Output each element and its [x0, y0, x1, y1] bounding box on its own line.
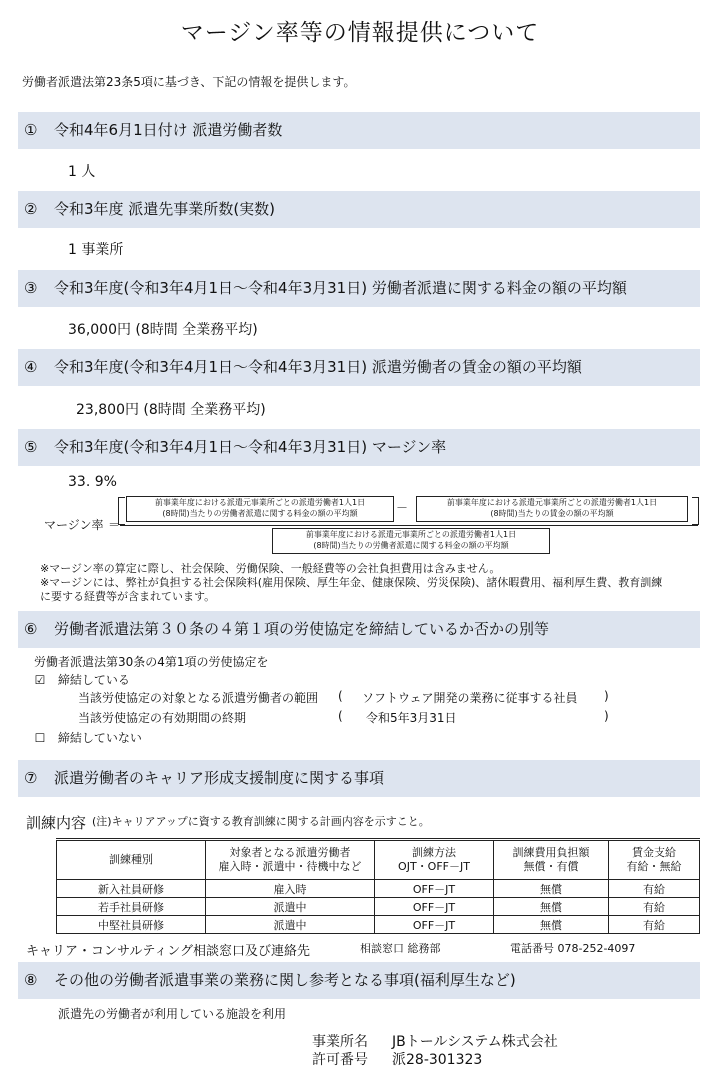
formula-label: マージン率 — [44, 518, 104, 532]
period-value: 令和5年3月31日 — [366, 711, 457, 725]
col-header-cost: 訓練費用負担額 無償・有償 — [494, 840, 609, 880]
agreement-unchecked-label: 締結していない — [57, 731, 142, 745]
company-name: JBトールシステム株式会社 — [392, 1034, 558, 1050]
section-heading: 令和3年度(令和3年4月1日～令和4年3月31日) 派遣労働者の賃金の額の平均額 — [54, 358, 582, 376]
company-name-label: 事業所名 — [312, 1034, 368, 1050]
consult-window: 相談窓口 総務部 — [360, 942, 441, 955]
section-number: ⑦ — [24, 769, 38, 787]
formula-box-fee-line1: 前事業年度における派遣元事業所ごとの派遣労働者1人1日 — [154, 498, 366, 507]
section-heading: 令和3年度(令和3年4月1日～令和4年3月31日) 労働者派遣に関する料金の額の平均額 — [54, 279, 627, 297]
section-4-value: 23,800円 (8時間 全業務平均) — [76, 402, 266, 418]
formula-box-fee — [126, 496, 394, 522]
cell-target: 派遣中 — [206, 898, 375, 916]
col-header-type: 訓練種別 — [57, 840, 206, 880]
formula-fraction-line — [120, 525, 698, 526]
formula-bracket-close — [692, 497, 699, 525]
section-1-header — [18, 112, 700, 149]
section-6-header — [18, 611, 700, 648]
cell-target: 雇入時 — [206, 880, 375, 898]
section-heading: 令和3年度(令和3年4月1日～令和4年3月31日) マージン率 — [54, 438, 447, 456]
consult-phone: 電話番号 078-252-4097 — [510, 942, 636, 955]
checkbox-unchecked-icon: ☐ — [34, 731, 46, 745]
period-open-paren: ( — [338, 709, 343, 723]
section-heading: 令和3年度 派遣先事業所数(実数) — [54, 200, 276, 218]
cell-type: 新入社員研修 — [57, 880, 206, 898]
formula-box-wage-line2: (8時間)当たりの賃金の額の平均額 — [490, 509, 614, 518]
cell-cost: 無償 — [494, 880, 609, 898]
agreement-unchecked-row — [34, 729, 142, 746]
training-table — [56, 838, 700, 934]
formula-equals: ＝ — [108, 518, 121, 532]
period-close-paren: ) — [604, 709, 609, 723]
cell-type: 若手社員研修 — [57, 898, 206, 916]
cell-wage: 有給 — [609, 880, 700, 898]
scope-open-paren: ( — [338, 689, 343, 703]
consult-label: キャリア・コンサルティング相談窓口及び連絡先 — [26, 944, 311, 959]
section-1-value: 1 人 — [68, 164, 96, 180]
training-note: (注)キャリアアップに資する教育訓練に関する計画内容を示すこと。 — [92, 815, 430, 828]
agreement-checked-label: 締結している — [57, 673, 130, 687]
intro-text: 労働者派遣法第23条5項に基づき、下記の情報を提供します。 — [22, 75, 356, 89]
cell-wage: 有給 — [609, 916, 700, 934]
scope-value: ソフトウェア開発の業務に従事する社員 — [362, 691, 578, 705]
license-number: 派28-301323 — [392, 1052, 483, 1068]
cell-method: OFF－JT — [375, 880, 494, 898]
formula-box-wage-line1: 前事業年度における派遣元事業所ごとの派遣労働者1人1日 — [446, 498, 658, 507]
section-number: ③ — [24, 279, 38, 297]
section-3-value: 36,000円 (8時間 全業務平均) — [68, 322, 258, 338]
formula-minus: － — [396, 501, 409, 515]
col-header-wage: 賃金支給 有給・無給 — [609, 840, 700, 880]
section-number: ④ — [24, 358, 38, 376]
section-number: ⑧ — [24, 971, 38, 989]
section-7-header — [18, 760, 700, 797]
cell-wage: 有給 — [609, 898, 700, 916]
section-number: ⑤ — [24, 438, 38, 456]
section-2-header — [18, 191, 700, 228]
cell-type: 中堅社員研修 — [57, 916, 206, 934]
agreement-checked-row — [34, 671, 130, 688]
cell-method: OFF－JT — [375, 898, 494, 916]
agreement-intro: 労働者派遣法第30条の4第1項の労使協定を — [34, 655, 269, 669]
period-label: 当該労使協定の有効期間の終期 — [78, 711, 247, 725]
table-row — [57, 880, 700, 898]
formula-box-fee-line2: (8時間)当たりの労働者派遣に関する料金の額の平均額 — [162, 509, 358, 518]
section-heading: 令和4年6月1日付け 派遣労働者数 — [54, 121, 283, 139]
license-label: 許可番号 — [312, 1052, 368, 1068]
note-3: に要する経費等が含まれています。 — [40, 590, 216, 603]
table-row — [57, 916, 700, 934]
section-heading: その他の労働者派遣事業の業務に関し参考となる事項(福利厚生など) — [54, 971, 516, 989]
cell-method: OFF－JT — [375, 916, 494, 934]
cell-target: 派遣中 — [206, 916, 375, 934]
section-number: ⑥ — [24, 620, 38, 638]
col-header-method: 訓練方法 OJT・OFF－JT — [375, 840, 494, 880]
scope-close-paren: ) — [604, 689, 609, 703]
cell-cost: 無償 — [494, 916, 609, 934]
section-5-value: 33. 9% — [68, 474, 117, 490]
formula-box-denominator-line2: (8時間)当たりの労働者派遣に関する料金の額の平均額 — [313, 541, 509, 550]
section-number: ① — [24, 121, 38, 139]
section-8-header — [18, 962, 700, 999]
table-row — [57, 898, 700, 916]
formula-box-wage — [416, 496, 688, 522]
section-heading: 派遣労働者のキャリア形成支援制度に関する事項 — [54, 769, 385, 787]
col-header-target: 対象者となる派遣労働者 雇入時・派遣中・待機中など — [206, 840, 375, 880]
other-text: 派遣先の労働者が利用している施設を利用 — [58, 1007, 287, 1021]
training-label: 訓練内容 — [26, 814, 87, 832]
section-5-header — [18, 429, 700, 466]
section-4-header — [18, 349, 700, 386]
checkbox-checked-icon: ☑ — [34, 673, 46, 687]
formula-box-denominator-line1: 前事業年度における派遣元事業所ごとの派遣労働者1人1日 — [305, 530, 517, 539]
formula-box-denominator — [272, 528, 550, 554]
formula-bracket-open — [118, 497, 125, 525]
note-2: ※マージンには、弊社が負担する社会保険料(雇用保険、厚生年金、健康保険、労災保険)、諸休暇費用、福利厚生費、教育訓練 — [40, 576, 663, 589]
cell-cost: 無償 — [494, 898, 609, 916]
page-title: マージン率等の情報提供について — [180, 20, 540, 46]
note-1: ※マージン率の算定に際し、社会保険、労働保険、一般経費等の会社負担費用は含みません。 — [40, 562, 501, 575]
section-2-value: 1 事業所 — [68, 242, 124, 258]
section-3-header — [18, 270, 700, 307]
section-number: ② — [24, 200, 38, 218]
scope-label: 当該労使協定の対象となる派遣労働者の範囲 — [78, 691, 319, 705]
section-heading: 労働者派遣法第３０条の４第１項の労使協定を締結しているか否かの別等 — [54, 620, 550, 638]
training-table-header — [57, 840, 700, 880]
